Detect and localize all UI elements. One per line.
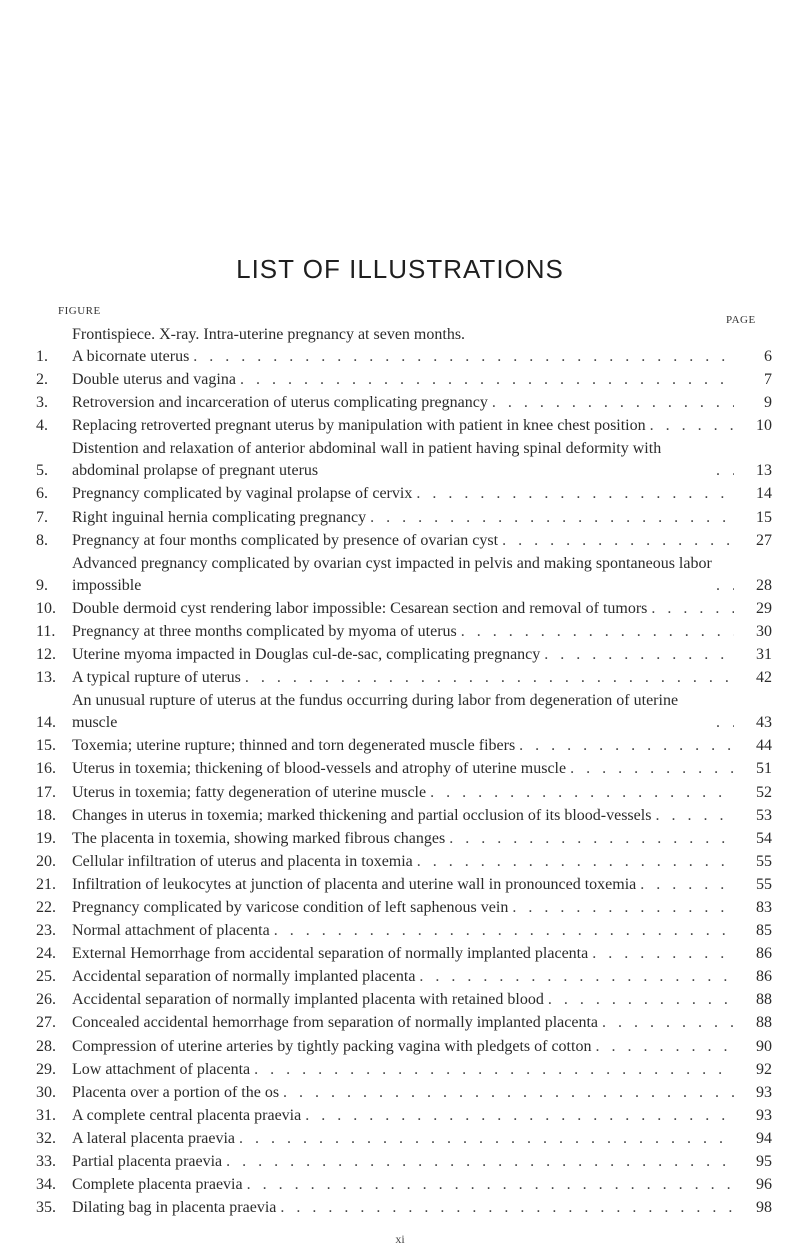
figure-number: 24. (36, 945, 56, 963)
list-item (36, 346, 772, 368)
list-item (36, 644, 772, 666)
page-number: 9 (764, 394, 772, 412)
dot-leader (301, 1105, 734, 1127)
figure-caption: Pregnancy at four months complicated by presence of ovarian cyst (72, 531, 499, 549)
list-item (36, 530, 772, 552)
figure-caption: Concealed accidental hemorrhage from separation of normally implanted placenta (72, 1014, 598, 1032)
list-item (36, 897, 772, 919)
dot-leader (646, 415, 734, 437)
figure-caption: The placenta in toxemia, showing marked fibrous changes (72, 829, 446, 847)
dot-leader (222, 1151, 734, 1173)
list-item (36, 553, 772, 597)
figure-number: 25. (36, 968, 56, 986)
list-item (36, 369, 772, 391)
figure-number: 9. (36, 576, 48, 594)
figure-caption: Pregnancy complicated by vaginal prolapse of cervix (72, 485, 413, 503)
list-item (36, 989, 772, 1011)
list-item (36, 735, 772, 757)
dot-leader (241, 667, 734, 689)
page-number: 93 (756, 1106, 772, 1124)
dot-leader (250, 1059, 734, 1081)
page-number: 27 (756, 531, 772, 549)
list-item (36, 828, 772, 850)
page-number: 53 (756, 806, 772, 824)
figure-caption: Cellular infiltration of uterus and placenta in toxemia (72, 852, 413, 870)
figure-number: 22. (36, 898, 56, 916)
figure-caption: Right inguinal hernia complicating pregnancy (72, 508, 367, 526)
list-item (36, 667, 772, 689)
page-number: 10 (756, 417, 772, 435)
page-number: 86 (756, 945, 772, 963)
list-item (36, 966, 772, 988)
dot-leader (498, 530, 734, 552)
dot-leader (636, 874, 734, 896)
figure-number: 35. (36, 1199, 56, 1217)
dot-leader (540, 644, 734, 666)
list-item (36, 1059, 772, 1081)
dot-leader (515, 735, 734, 757)
list-item (36, 851, 772, 873)
figure-caption: Pregnancy complicated by varicose condition of left saphenous vein (72, 898, 509, 916)
list-item (36, 438, 772, 482)
figure-caption: A bicornate uterus (72, 348, 190, 365)
page-folio: xi (395, 1232, 405, 1246)
figure-caption: Complete placenta praevia (72, 1176, 243, 1194)
figure-caption: Dilating bag in placenta praevia (72, 1199, 277, 1217)
figure-caption: Distention and relaxation of anterior abdominal wall in patient having spinal deformity with abdominal prolapse of pregnant uterus (72, 440, 662, 480)
page-number: 85 (756, 922, 772, 940)
figure-caption: External Hemorrhage from accidental separation of normally implanted placenta (72, 945, 589, 963)
figure-caption: Accidental separation of normally implanted placenta (72, 968, 416, 986)
page-number: 52 (756, 783, 772, 801)
page-number: 55 (756, 852, 772, 870)
figure-number: 13. (36, 669, 56, 687)
list-item (36, 598, 772, 620)
figure-number: 21. (36, 875, 56, 893)
figure-caption: Pregnancy at three months complicated by myoma of uterus (72, 622, 457, 640)
list-item (36, 920, 772, 942)
dot-leader (366, 507, 734, 529)
page-number: 83 (756, 898, 772, 916)
figure-number: 10. (36, 599, 56, 617)
figure-caption: Normal attachment of placenta (72, 922, 270, 940)
figure-caption: A complete central placenta praevia (72, 1106, 302, 1124)
page-number: 94 (756, 1129, 772, 1147)
figure-caption: Placenta over a portion of the os (72, 1083, 280, 1101)
page-number: 6 (764, 348, 772, 365)
page-number: 88 (756, 1014, 772, 1032)
figure-caption: Uterus in toxemia; fatty degeneration of uterine muscle (72, 783, 427, 801)
page-number: 14 (756, 485, 772, 503)
list-item (36, 758, 772, 780)
figure-number: 19. (36, 829, 56, 847)
list-item (36, 690, 772, 734)
dot-leader (651, 805, 734, 827)
page-number: 42 (756, 669, 772, 687)
dot-leader (279, 1082, 734, 1104)
list-item (36, 507, 772, 529)
dot-leader (588, 943, 734, 965)
figure-number: 14. (36, 714, 56, 732)
page-number: 44 (756, 737, 772, 755)
figure-number: 28. (36, 1037, 56, 1055)
page-number: 51 (756, 760, 772, 778)
list-item (36, 1128, 772, 1150)
list-item (36, 782, 772, 804)
figure-caption: Toxemia; uterine rupture; thinned and torn degenerated muscle fibers (72, 737, 516, 755)
dot-leader (189, 346, 734, 368)
page-number: 54 (756, 829, 772, 847)
dot-leader (712, 460, 734, 482)
figure-number: 26. (36, 991, 56, 1009)
page-number: 7 (764, 371, 772, 389)
figure-number: 11. (36, 622, 56, 640)
figure-caption: Infiltration of leukocytes at junction of placenta and uterine wall in pronounced toxemia (72, 875, 637, 893)
figure-number: 6. (36, 485, 48, 503)
figure-caption: A typical rupture of uterus (72, 669, 241, 687)
dot-leader (276, 1197, 734, 1219)
figure-number: 33. (36, 1153, 56, 1170)
page-number: 88 (756, 991, 772, 1009)
page-number: 86 (756, 968, 772, 986)
figure-caption: Partial placenta praevia (72, 1153, 223, 1170)
list-item (36, 621, 772, 643)
figure-number: 5. (36, 462, 48, 480)
dot-leader (413, 851, 734, 873)
list-item (36, 874, 772, 896)
dot-leader (566, 758, 734, 780)
figure-number: 4. (36, 417, 48, 435)
dot-leader (243, 1174, 734, 1196)
dot-leader (647, 598, 734, 620)
dot-leader (508, 897, 734, 919)
figure-number: 32. (36, 1129, 56, 1147)
figure-caption: An unusual rupture of uterus at the fundus occurring during labor from degeneration of uterine muscle (72, 692, 679, 732)
figure-number: 17. (36, 783, 56, 801)
list-item (36, 943, 772, 965)
frontispiece-entry: Frontispiece. X-ray. Intra-uterine pregnancy at seven months. (72, 326, 466, 343)
dot-leader (445, 828, 734, 850)
figure-number: 8. (36, 531, 48, 549)
figure-caption: Uterus in toxemia; thickening of blood-vessels and atrophy of uterine muscle (72, 760, 567, 778)
page-number: 29 (756, 599, 772, 617)
page-column-header: PAGE (726, 314, 756, 326)
figure-number: 18. (36, 806, 56, 824)
list-item (36, 392, 772, 414)
list-item (36, 1082, 772, 1104)
dot-leader (591, 1036, 734, 1058)
dot-leader (544, 989, 734, 1011)
page-number: 96 (756, 1176, 772, 1194)
figure-number: 2. (36, 371, 48, 389)
dot-leader (235, 1128, 734, 1150)
figure-caption: Advanced pregnancy complicated by ovarian cyst impacted in pelvis and making spontaneous labor impossible (72, 554, 712, 594)
figure-number: 15. (36, 737, 56, 755)
figure-number: 31. (36, 1106, 56, 1124)
list-item (36, 1105, 772, 1127)
page-title: LIST OF ILLUSTRATIONS (236, 254, 564, 284)
figure-number: 20. (36, 852, 56, 870)
dot-leader (412, 483, 734, 505)
page-number: 31 (756, 646, 772, 664)
figure-caption: Retroversion and incarceration of uterus complicating pregnancy (72, 394, 488, 412)
page-number: 98 (756, 1199, 772, 1217)
page-number: 15 (756, 508, 772, 526)
list-item (36, 1012, 772, 1034)
figure-column-header: FIGURE (58, 305, 101, 317)
page-number: 92 (756, 1060, 772, 1078)
illustration-list (36, 346, 772, 1220)
figure-caption: Changes in uterus in toxemia; marked thickening and partial occlusion of its blood-vessels (72, 806, 652, 824)
figure-caption: Low attachment of placenta (72, 1060, 251, 1078)
dot-leader (712, 712, 734, 734)
figure-number: 27. (36, 1014, 56, 1032)
figure-caption: Double uterus and vagina (72, 371, 236, 389)
figure-number: 23. (36, 922, 56, 940)
figure-number: 29. (36, 1060, 56, 1078)
dot-leader (270, 920, 734, 942)
page-number: 30 (756, 622, 772, 640)
dot-leader (415, 966, 734, 988)
figure-number: 16. (36, 760, 56, 778)
page-number: 55 (756, 875, 772, 893)
figure-number: 30. (36, 1083, 56, 1101)
figure-number: 34. (36, 1176, 56, 1194)
page-number: 28 (756, 576, 772, 594)
page-number: 43 (756, 714, 772, 732)
list-item (36, 1036, 772, 1058)
figure-caption: A lateral placenta praevia (72, 1129, 236, 1147)
dot-leader (457, 621, 734, 643)
figure-caption: Double dermoid cyst rendering labor impossible: Cesarean section and removal of tumors (72, 599, 648, 617)
figure-caption: Accidental separation of normally implanted placenta with retained blood (72, 991, 544, 1009)
figure-caption: Compression of uterine arteries by tightly packing vagina with pledgets of cotton (72, 1037, 592, 1055)
page-number: 93 (756, 1083, 772, 1101)
figure-caption: Replacing retroverted pregnant uterus by manipulation with patient in knee chest position (72, 417, 646, 435)
dot-leader (426, 782, 734, 804)
figure-number: 1. (36, 348, 48, 365)
list-item (36, 1197, 772, 1219)
list-item (36, 483, 772, 505)
list-item (36, 805, 772, 827)
dot-leader (488, 392, 734, 414)
figure-number: 7. (36, 508, 48, 526)
page-number: 90 (756, 1037, 772, 1055)
list-item (36, 1151, 772, 1173)
figure-number: 12. (36, 646, 56, 664)
list-item (36, 1174, 772, 1196)
dot-leader (598, 1012, 734, 1034)
dot-leader (236, 369, 734, 391)
dot-leader (712, 575, 734, 597)
page-number: 13 (756, 462, 772, 480)
list-item (36, 415, 772, 437)
figure-number: 3. (36, 394, 48, 412)
page-number: 95 (756, 1153, 772, 1170)
figure-caption: Uterine myoma impacted in Douglas cul-de-sac, complicating pregnancy (72, 646, 541, 664)
